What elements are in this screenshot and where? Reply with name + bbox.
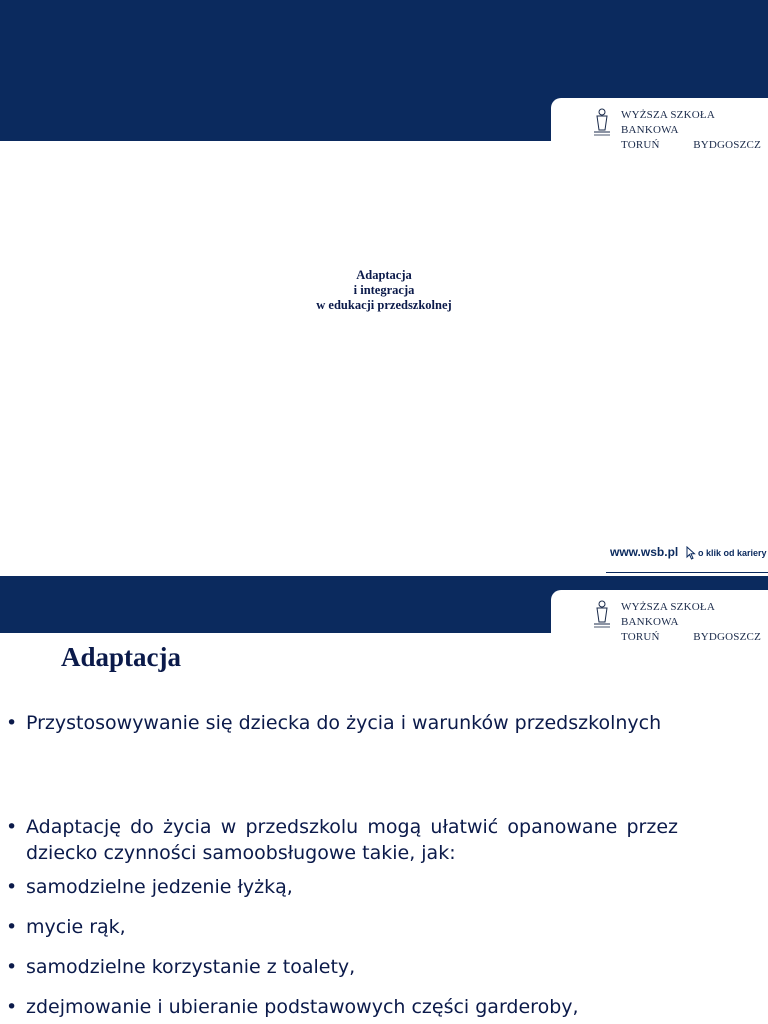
wsb-logo [551, 590, 768, 643]
list-item [6, 874, 678, 900]
logo-line1: WYŻSZA SZKOŁA BANKOWA [621, 601, 715, 628]
bullet-text: samodzielne jedzenie łyżką, [26, 876, 293, 898]
footer-url-link[interactable]: www.wsb.pl [610, 545, 679, 559]
logo-text [621, 600, 761, 645]
footer-tagline: o klik od kariery [698, 548, 767, 558]
list-item [6, 994, 678, 1020]
bullet-text: zdejmowanie i ubieranie podstawowych części garderoby, [26, 996, 579, 1018]
cursor-icon [686, 546, 696, 560]
logo-city2: BYDGOSZCZ [693, 139, 761, 151]
list-item [6, 814, 678, 866]
logo-city1: TORUŃ [621, 631, 660, 643]
list-item [6, 954, 678, 980]
bullet-glyph: • [6, 712, 18, 734]
title-line-3: w edukacji przedszkolnej [316, 298, 452, 312]
logo-city1: TORUŃ [621, 139, 660, 151]
logo-text [621, 108, 761, 153]
bullet-text: mycie rąk, [26, 916, 126, 938]
title-line-1: Adaptacja [356, 268, 412, 282]
bullet-glyph: • [6, 916, 18, 938]
slide-heading: Adaptacja [61, 642, 181, 672]
bullet-text: Przystosowywanie się dziecka do życia i warunków przedszkolnych [26, 712, 662, 734]
wsb-emblem-icon [591, 598, 613, 630]
bullet-glyph: • [6, 996, 18, 1018]
bullet-glyph: • [6, 816, 18, 838]
bullet-text: samodzielne korzystanie z toalety, [26, 956, 356, 978]
bullet-text: Adaptację do życia w przedszkolu mogą ułatwić opanowane przez dziecko czynności samoobsługowe takie, jak: [26, 816, 678, 864]
wsb-emblem-icon [591, 106, 613, 138]
slide-adaptation [0, 576, 768, 1024]
bullet-glyph: • [6, 876, 18, 898]
wsb-logo [551, 98, 768, 151]
footer [0, 540, 768, 576]
logo-line1: WYŻSZA SZKOŁA BANKOWA [621, 109, 715, 136]
list-item [6, 914, 678, 940]
slide-title-text [0, 268, 768, 313]
title-line-2: i integracja [353, 283, 415, 297]
list-item [6, 710, 678, 736]
bullet-glyph: • [6, 956, 18, 978]
footer-divider [606, 572, 768, 573]
logo-city2: BYDGOSZCZ [693, 631, 761, 643]
